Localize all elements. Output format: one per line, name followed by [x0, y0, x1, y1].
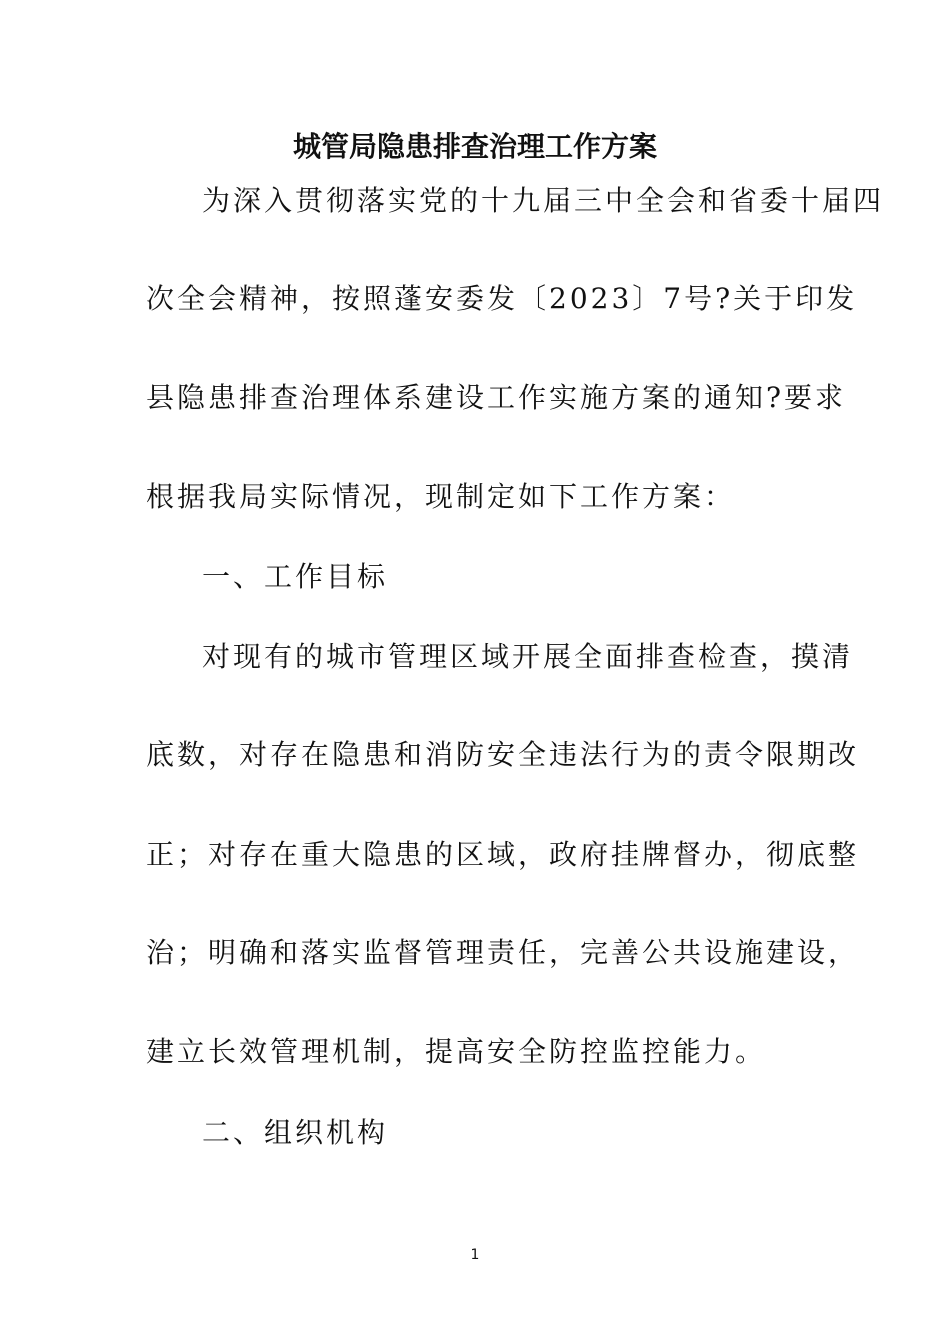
paragraph-line-1: 为深入贯彻落实党的十九届三中全会和省委十届四: [202, 184, 885, 217]
section-heading-goals: 一、工作目标: [202, 560, 389, 593]
page-number: 1: [470, 1247, 480, 1263]
paragraph-line-2: 次全会精神，按照蓬安委发〔2023〕7号?关于印发: [146, 282, 858, 315]
paragraph-line-10: 建立长效管理机制，提高安全防控监控能力。: [146, 1035, 767, 1068]
paragraph-line-9: 治；明确和落实监督管理责任，完善公共设施建设，: [146, 936, 860, 969]
paragraph-line-6: 对现有的城市管理区域开展全面排查检查，摸清: [202, 640, 854, 673]
paragraph-line-4: 根据我局实际情况，现制定如下工作方案：: [146, 480, 736, 513]
paragraph-line-7: 底数，对存在隐患和消防安全违法行为的责令限期改: [146, 738, 860, 771]
paragraph-line-8: 正；对存在重大隐患的区域，政府挂牌督办，彻底整: [146, 838, 860, 871]
section-heading-organization: 二、组织机构: [202, 1116, 389, 1149]
document-title: 城管局隐患排查治理工作方案: [292, 130, 657, 163]
paragraph-line-3: 县隐患排查治理体系建设工作实施方案的通知?要求: [146, 381, 847, 414]
